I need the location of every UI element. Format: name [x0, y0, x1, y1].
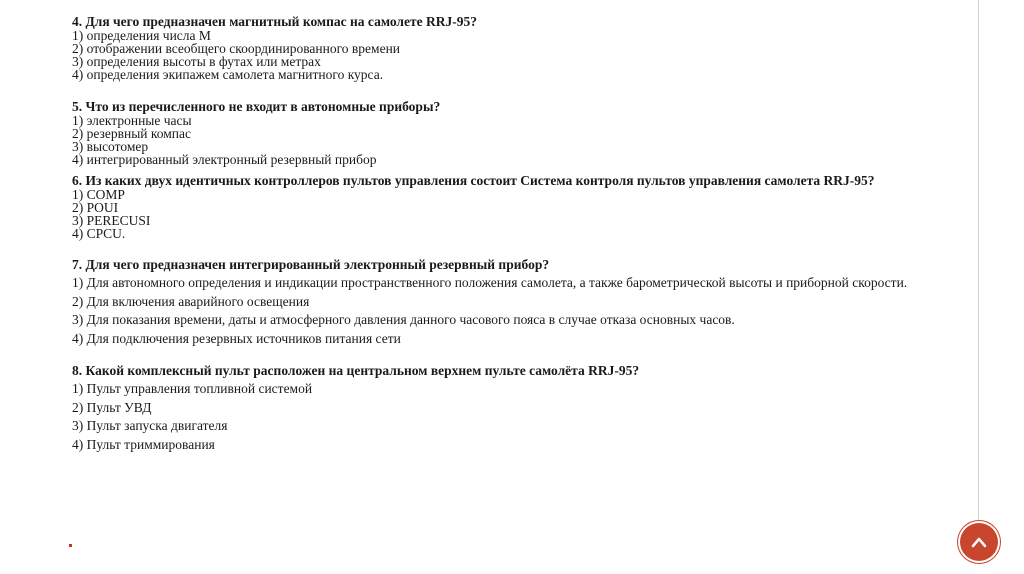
question-8 — [72, 362, 992, 454]
answer-option: 1) COMP — [72, 187, 125, 202]
answer-option: 2) отображении всеобщего скоординированного времени — [72, 41, 401, 56]
answer-option: 3) определения высоты в футах или метрах — [72, 54, 321, 69]
answer-option: 1) Для автономного определения и индикации пространственного положения самолета, а также барометрической высоты и приборной скорости. — [72, 275, 908, 290]
question-6 — [72, 173, 992, 240]
question-7 — [72, 256, 992, 348]
answer-option: 4) интегрированный электронный резервный прибор — [72, 152, 377, 167]
answer-option: 1) Пульт управления топливной системой — [72, 381, 313, 396]
question-title: 5. Что из перечисленного не входит в автономные приборы? — [72, 99, 441, 114]
answer-option: 1) электронные часы — [72, 113, 192, 128]
question-title: 8. Какой комплексный пульт расположен на центральном верхнем пульте самолёта RRJ-95? — [72, 363, 640, 378]
question-5 — [72, 99, 992, 166]
answer-option: 4) CPCU. — [72, 226, 126, 241]
answer-option: 3) Пульт запуска двигателя — [72, 418, 228, 433]
question-title: 7. Для чего предназначен интегрированный электронный резервный прибор? — [72, 257, 550, 272]
question-title: 4. Для чего предназначен магнитный компас на самолете RRJ-95? — [72, 14, 477, 29]
scroll-to-top-button[interactable] — [960, 523, 998, 561]
answer-option: 2) Пульт УВД — [72, 399, 152, 415]
answer-option: 4) Для подключения резервных источников питания сети — [72, 330, 401, 346]
bullet-marker — [69, 544, 72, 547]
chevron-up-icon — [971, 536, 987, 548]
answer-option: 2) резервный компас — [72, 126, 191, 141]
answer-option: 4) определения экипажем самолета магнитного курса. — [72, 67, 384, 82]
answer-option: 3) PERECUSI — [72, 213, 151, 228]
answer-option: 1) определения числа М — [72, 28, 211, 43]
question-4 — [72, 14, 992, 81]
question-title: 6. Из каких двух идентичных контроллеров пультов управления состоит Система контроля пультов управления самолета RRJ-95? — [72, 173, 875, 188]
answer-option: 2) Для включения аварийного освещения — [72, 293, 310, 309]
answer-option: 2) POUI — [72, 200, 119, 215]
slide-content — [72, 14, 992, 454]
answer-option: 3) Для показания времени, даты и атмосферного давления данного часового пояса в случае отказа основных часов. — [72, 312, 735, 327]
answer-option: 4) Пульт триммирования — [72, 436, 215, 452]
answer-option: 3) высотомер — [72, 139, 149, 154]
